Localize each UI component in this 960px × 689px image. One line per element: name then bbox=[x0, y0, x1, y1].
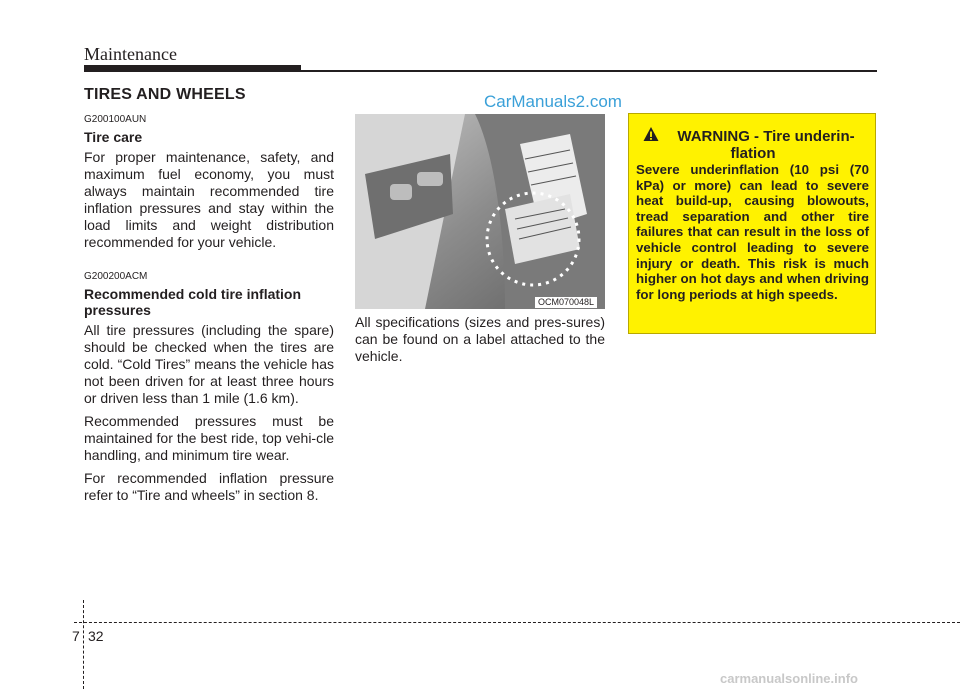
paragraph-reference: For recommended inflation pressure refer to “Tire and wheels” in section 8. bbox=[84, 470, 334, 503]
paragraph-tire-care: For proper maintenance, safety, and maximum fuel economy, you must always maintain recommended tire inflation pressures and stay within the load limits and weight distribution recommended for your vehicle. bbox=[84, 149, 334, 250]
subheading-tire-care: Tire care bbox=[84, 129, 143, 145]
reference-code: G200200ACM bbox=[84, 271, 148, 282]
footer-rule bbox=[74, 622, 960, 623]
door-pillar-photo bbox=[355, 114, 605, 309]
section-title: Maintenance bbox=[84, 44, 177, 64]
door-pillar-illustration bbox=[355, 114, 605, 309]
paragraph-recommended-pressures: Recommended pressures must be maintained for the best ride, top vehi-cle handling, and minimum tire wear. bbox=[84, 413, 334, 463]
section-number: 7 bbox=[72, 628, 80, 644]
footer-watermark: carmanualsonline.info bbox=[720, 671, 858, 686]
header-rule-thin bbox=[301, 70, 877, 72]
page-heading: TIRES AND WHEELS bbox=[84, 86, 246, 103]
paragraph-cold-tires: All tire pressures (including the spare) should be checked when the tires are cold. “Cold Tires” means the vehicle has not been driven for at least three hours or driven less than 1 mile (1.6 km). bbox=[84, 322, 334, 406]
warning-title-line2: flation bbox=[730, 145, 776, 162]
image-caption: All specifications (sizes and pres-sures) can be found on a label attached to the vehicle. bbox=[355, 314, 605, 364]
reference-code: G200100AUN bbox=[84, 114, 147, 125]
page-number: 32 bbox=[88, 628, 104, 644]
warning-body: Severe underinflation (10 psi (70 kPa) or more) can lead to severe heat build-up, causing blowouts, tread separation and other tire failures that can result in the loss of vehicle control leading to severe injury or death. This risk is much higher on hot days and when driving for long periods at high speeds. bbox=[636, 162, 869, 302]
subheading-cold-pressures: Recommended cold tire inflation pressures bbox=[84, 286, 302, 318]
image-label: OCM070048L bbox=[535, 297, 597, 308]
footer-divider bbox=[83, 600, 84, 689]
warning-title bbox=[629, 128, 877, 162]
left-column bbox=[84, 86, 334, 510]
warning-box bbox=[628, 113, 876, 334]
watermark-link[interactable]: CarManuals2.com bbox=[484, 92, 622, 111]
header-rule-thick bbox=[84, 65, 301, 72]
warning-title-line1: WARNING - Tire underin- bbox=[677, 128, 855, 145]
